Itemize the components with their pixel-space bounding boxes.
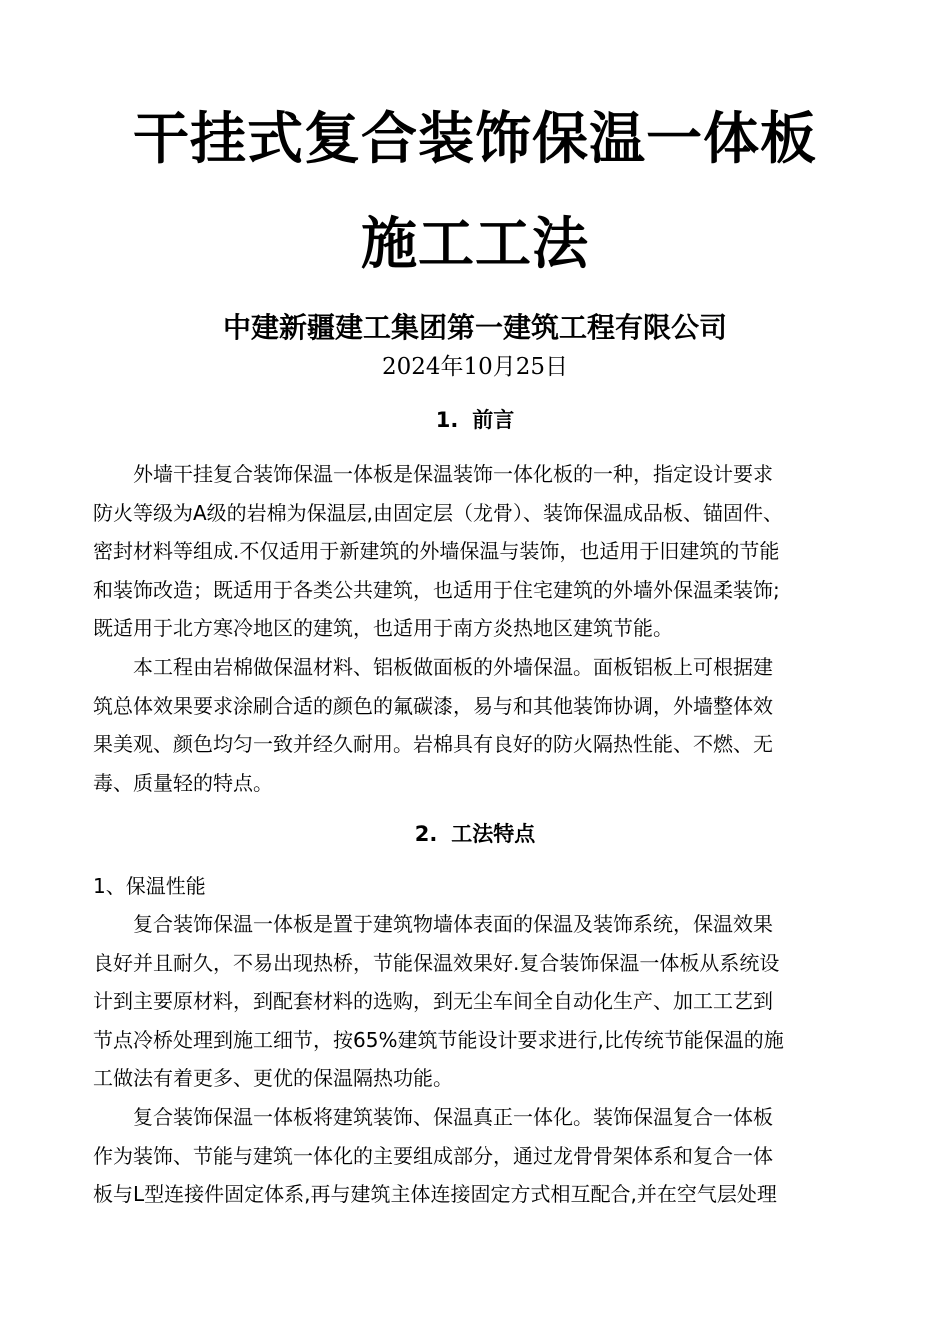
paragraph-line: 和装饰改造；既适用于各类公共建筑，也适用于住宅建筑的外墙外保温柔装饰; <box>93 577 780 602</box>
paragraph-line: 外墙干挂复合装饰保温一体板是保温装饰一体化板的一种，指定设计要求 <box>133 462 773 486</box>
section-1-number: 1. <box>435 408 459 432</box>
section-2-heading <box>0 818 950 850</box>
paragraph-line: 节点冷桥处理到施工细节，按65%建筑节能设计要求进行,比传统节能保温的施 <box>93 1027 784 1052</box>
paragraph-line: 复合装饰保温一体板是置于建筑物墙体表面的保温及装饰系统，保温效果 <box>133 912 773 936</box>
paragraph-line: 密封材料等组成.不仅适用于新建筑的外墙保温与装饰，也适用于旧建筑的节能 <box>93 539 780 563</box>
section-1-paragraph-1 <box>93 455 863 648</box>
section-2-title: 工法特点 <box>451 822 536 846</box>
paragraph-line: 板与L型连接件固定体系,再与建筑主体连接固定方式相互配合,并在空气层处理 <box>93 1182 777 1206</box>
section-2-paragraph-1 <box>93 905 863 1098</box>
paragraph-line: 复合装饰保温一体板将建筑装饰、保温真正一体化。装饰保温复合一体板 <box>133 1105 773 1129</box>
section-1-heading <box>0 404 950 436</box>
subheading-text: 1、保温性能 <box>93 874 206 898</box>
paragraph-line: 良好并且耐久，不易出现热桥，节能保温效果好.复合装饰保温一体板从系统设 <box>93 950 780 975</box>
paragraph-line: 工做法有着更多、更优的保温隔热功能。 <box>93 1066 453 1090</box>
section-2-number: 2. <box>414 822 438 846</box>
section-2-subheading <box>93 867 863 906</box>
paragraph-line: 作为装饰、节能与建筑一体化的主要组成部分，通过龙骨骨架体系和复合一体 <box>93 1143 773 1168</box>
paragraph-line: 本工程由岩棉做保温材料、铝板做面板的外墙保温。面板铝板上可根据建 <box>133 655 773 679</box>
document-title-line-2: 施工工法 <box>361 212 589 277</box>
paragraph-line: 既适用于北方寒冷地区的建筑，也适用于南方炎热地区建筑节能。 <box>93 616 673 640</box>
paragraph-line: 计到主要原材料，到配套材料的选购，到无尘车间全自动化生产、加工工艺到 <box>93 989 773 1013</box>
section-1-title: 前言 <box>472 408 515 432</box>
document-title-line-1: 干挂式复合装饰保温一体板 <box>133 107 817 172</box>
company-name: 中建新疆建工集团第一建筑工程有限公司 <box>222 311 727 344</box>
section-2-paragraph-2 <box>93 1098 863 1214</box>
paragraph-line: 毒、质量轻的特点。 <box>93 770 273 795</box>
document-date: 2024年10月25日 <box>381 354 569 380</box>
paragraph-line: 果美观、颜色均匀一致并经久耐用。岩棉具有良好的防火隔热性能、不燃、无 <box>93 732 773 756</box>
section-1-paragraph-2 <box>93 648 863 802</box>
paragraph-line: 防火等级为A级的岩棉为保温层,由固定层（龙骨）、装饰保温成品板、锚固件、 <box>93 500 784 525</box>
paragraph-line: 筑总体效果要求涂刷合适的颜色的氟碳漆，易与和其他装饰协调，外墙整体效 <box>93 693 773 718</box>
